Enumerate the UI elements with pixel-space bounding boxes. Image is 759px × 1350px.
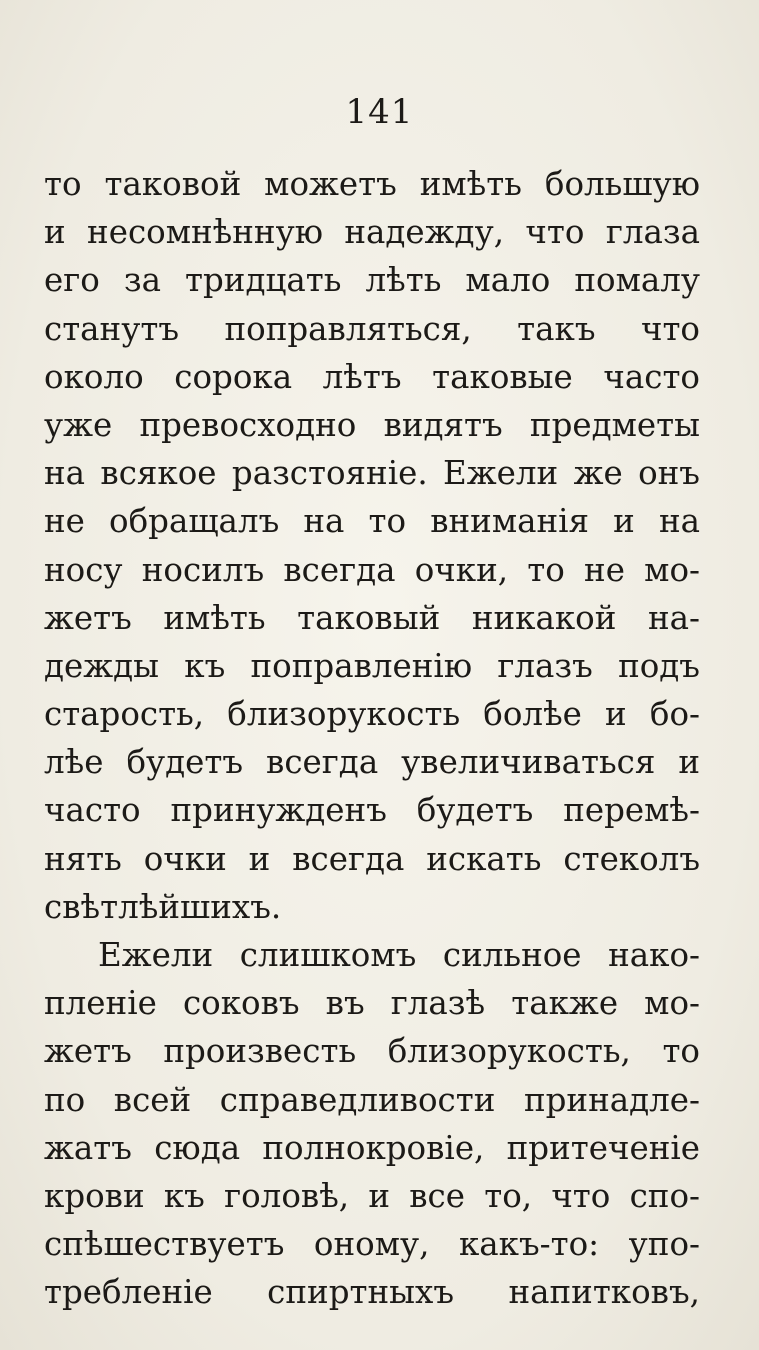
text-line: на всякое разстояніе. Ежели же онъ (44, 454, 700, 493)
text-line: по всей справедливости принадле- (44, 1080, 700, 1119)
text-line: носу носилъ всегда очки, то не мо- (44, 550, 700, 589)
page-text (44, 160, 700, 1317)
text-line: жатъ сюда полнокровіе, притеченіе (44, 1128, 700, 1167)
text-line: крови къ головѣ, и все то, что спо- (44, 1176, 700, 1215)
text-line: не обращалъ на то вниманія и на (44, 502, 700, 541)
text-line: жетъ произвесть близорукость, то (44, 1032, 700, 1071)
page-number: 141 (345, 92, 414, 132)
text-line: и несомнѣнную надежду, что глаза (44, 213, 700, 252)
text-line: дежды къ поправленію глазъ подъ (44, 646, 700, 685)
text-line: станутъ поправляться, такъ что (44, 309, 700, 348)
text-line: часто принужденъ будетъ перемѣ- (44, 791, 700, 830)
text-line: спѣшествуетъ оному, какъ-то: упо- (44, 1225, 700, 1264)
text-line: нять очки и всегда искать стеколъ (44, 839, 700, 878)
text-line: его за тридцать лѣть мало помалу (44, 261, 700, 300)
text-line: старость, близорукость болѣе и бо- (44, 695, 700, 734)
paragraph-2 (44, 931, 700, 1317)
text-line: лѣе будетъ всегда увеличиваться и (44, 743, 700, 782)
paragraph-1 (44, 160, 700, 931)
text-line: уже превосходно видятъ предметы (44, 405, 700, 444)
text-line: Ежели слишкомъ сильное нако- (98, 936, 700, 974)
text-line: около сорока лѣтъ таковые часто (44, 357, 700, 396)
text-line: пленіе соковъ въ глазѣ также мо- (44, 984, 700, 1023)
text-line: то таковой можетъ имѣть большую (44, 165, 700, 203)
text-line: требленіе спиртныхъ напитковъ, (44, 1273, 700, 1312)
text-line: свѣтлѣйшихъ. (44, 887, 282, 926)
text-line: жетъ имѣть таковый никакой на- (44, 598, 700, 637)
